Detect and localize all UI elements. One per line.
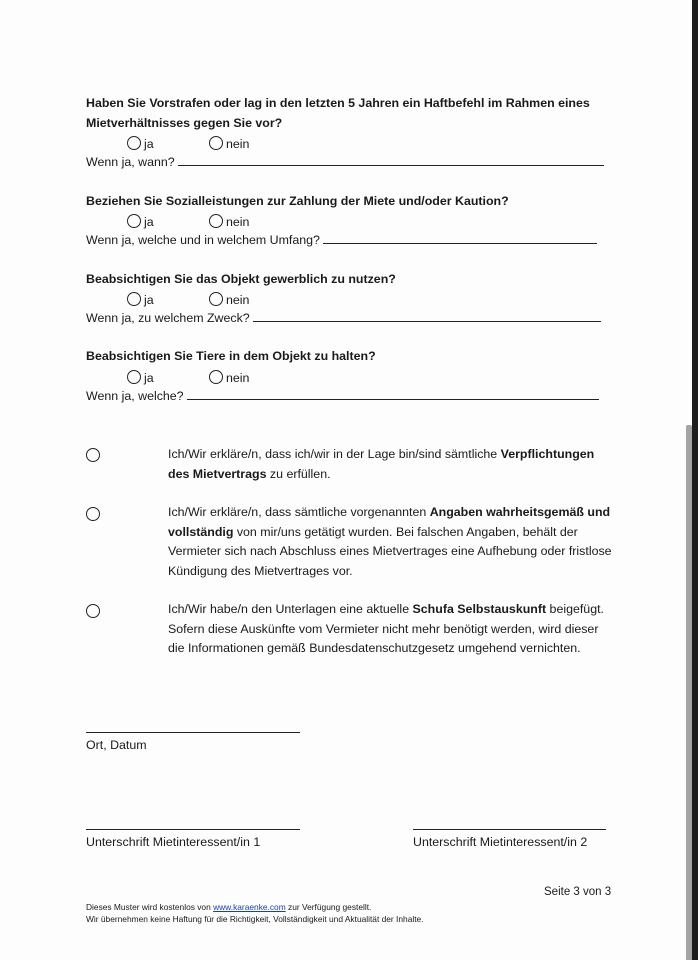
yes-label: ja <box>144 215 154 229</box>
question-1-line-1: Haben Sie Vorstrafen oder lag in den letzten 5 Jahren ein Haftbefehl im Rahmen eines <box>86 96 590 110</box>
radio-icon <box>127 370 141 384</box>
yes-label: ja <box>144 293 154 307</box>
declaration-1-radio[interactable] <box>86 448 100 462</box>
followup-label: Wenn ja, zu welchem Zweck? <box>86 311 250 325</box>
radio-icon <box>209 214 223 228</box>
declaration-2-text: Ich/Wir erkläre/n, dass sämtliche vorgenannten Angaben wahrheitsgemäß und vollständig von mir/uns getätigt wurden. Bei falschen Angaben, behält der Vermieter sich nach Abschluss eines Mietvertrages eine Aufhebung oder fristlose Kündigung des Mietvertrages vor. <box>168 505 612 578</box>
radio-icon <box>209 136 223 150</box>
followup-label: Wenn ja, wann? <box>86 155 175 169</box>
q3-followup <box>86 309 601 329</box>
page-number: Seite 3 von 3 <box>544 886 612 898</box>
yes-label: ja <box>144 137 154 151</box>
no-label: nein <box>226 215 250 229</box>
place-date-line[interactable] <box>86 732 300 733</box>
window-edge <box>692 0 698 960</box>
question-2: Beziehen Sie Sozialleistungen zur Zahlung der Miete und/oder Kaution? <box>86 194 509 208</box>
signature-2-label: Unterschrift Mietinteressent/in 2 <box>413 835 588 849</box>
question-4: Beabsichtigen Sie Tiere in dem Objekt zu halten? <box>86 349 376 363</box>
q4-followup <box>86 387 599 407</box>
answer-line[interactable] <box>178 153 604 166</box>
q4-no-radio[interactable] <box>209 370 249 385</box>
signature-1-line[interactable] <box>86 829 300 830</box>
q3-yes-radio[interactable] <box>127 292 154 307</box>
footer-line-1: Dieses Muster wird kostenlos von www.karaenke.com zur Verfügung gestellt. <box>86 902 372 912</box>
answer-line[interactable] <box>187 387 599 400</box>
radio-icon <box>127 292 141 306</box>
place-date-label: Ort, Datum <box>86 738 147 752</box>
signature-1-label: Unterschrift Mietinteressent/in 1 <box>86 835 261 849</box>
radio-icon <box>209 370 223 384</box>
no-label: nein <box>226 137 250 151</box>
q1-no-radio[interactable] <box>209 136 249 151</box>
q2-followup <box>86 231 597 251</box>
signature-2-line[interactable] <box>413 829 606 830</box>
declaration-1-text: Ich/Wir erkläre/n, dass ich/wir in der Lage bin/sind sämtliche Verpflichtungen des Mietvertrags zu erfüllen. <box>168 447 595 481</box>
yes-label: ja <box>144 371 154 385</box>
question-3: Beabsichtigen Sie das Objekt gewerblich zu nutzen? <box>86 272 396 286</box>
q1-yes-radio[interactable] <box>127 136 154 151</box>
q2-no-radio[interactable] <box>209 214 249 229</box>
q4-yes-radio[interactable] <box>127 370 154 385</box>
no-label: nein <box>226 371 250 385</box>
declaration-3-radio[interactable] <box>86 604 100 618</box>
q2-yes-radio[interactable] <box>127 214 154 229</box>
q3-no-radio[interactable] <box>209 292 249 307</box>
no-label: nein <box>226 293 250 307</box>
declaration-2-radio[interactable] <box>86 507 100 521</box>
question-1-line-2: Mietverhältnisses gegen Sie vor? <box>86 116 283 130</box>
answer-line[interactable] <box>253 309 601 322</box>
footer-line-2: Wir übernehmen keine Haftung für die Richtigkeit, Vollständigkeit und Aktualität der Inhalte. <box>86 914 424 924</box>
radio-icon <box>209 292 223 306</box>
followup-label: Wenn ja, welche? <box>86 389 184 403</box>
website-link[interactable]: www.karaenke.com <box>213 902 286 912</box>
followup-label: Wenn ja, welche und in welchem Umfang? <box>86 233 320 247</box>
answer-line[interactable] <box>323 231 597 244</box>
radio-icon <box>127 136 141 150</box>
declaration-3-text: Ich/Wir habe/n den Unterlagen eine aktuelle Schufa Selbstauskunft beigefügt. Sofern diese Auskünfte vom Vermieter nicht mehr benötigt werden, wird dieser die Informationen gemäß Bundesdatenschutzgesetz umgehend vernichten. <box>168 602 604 656</box>
radio-icon <box>127 214 141 228</box>
q1-followup <box>86 153 604 173</box>
